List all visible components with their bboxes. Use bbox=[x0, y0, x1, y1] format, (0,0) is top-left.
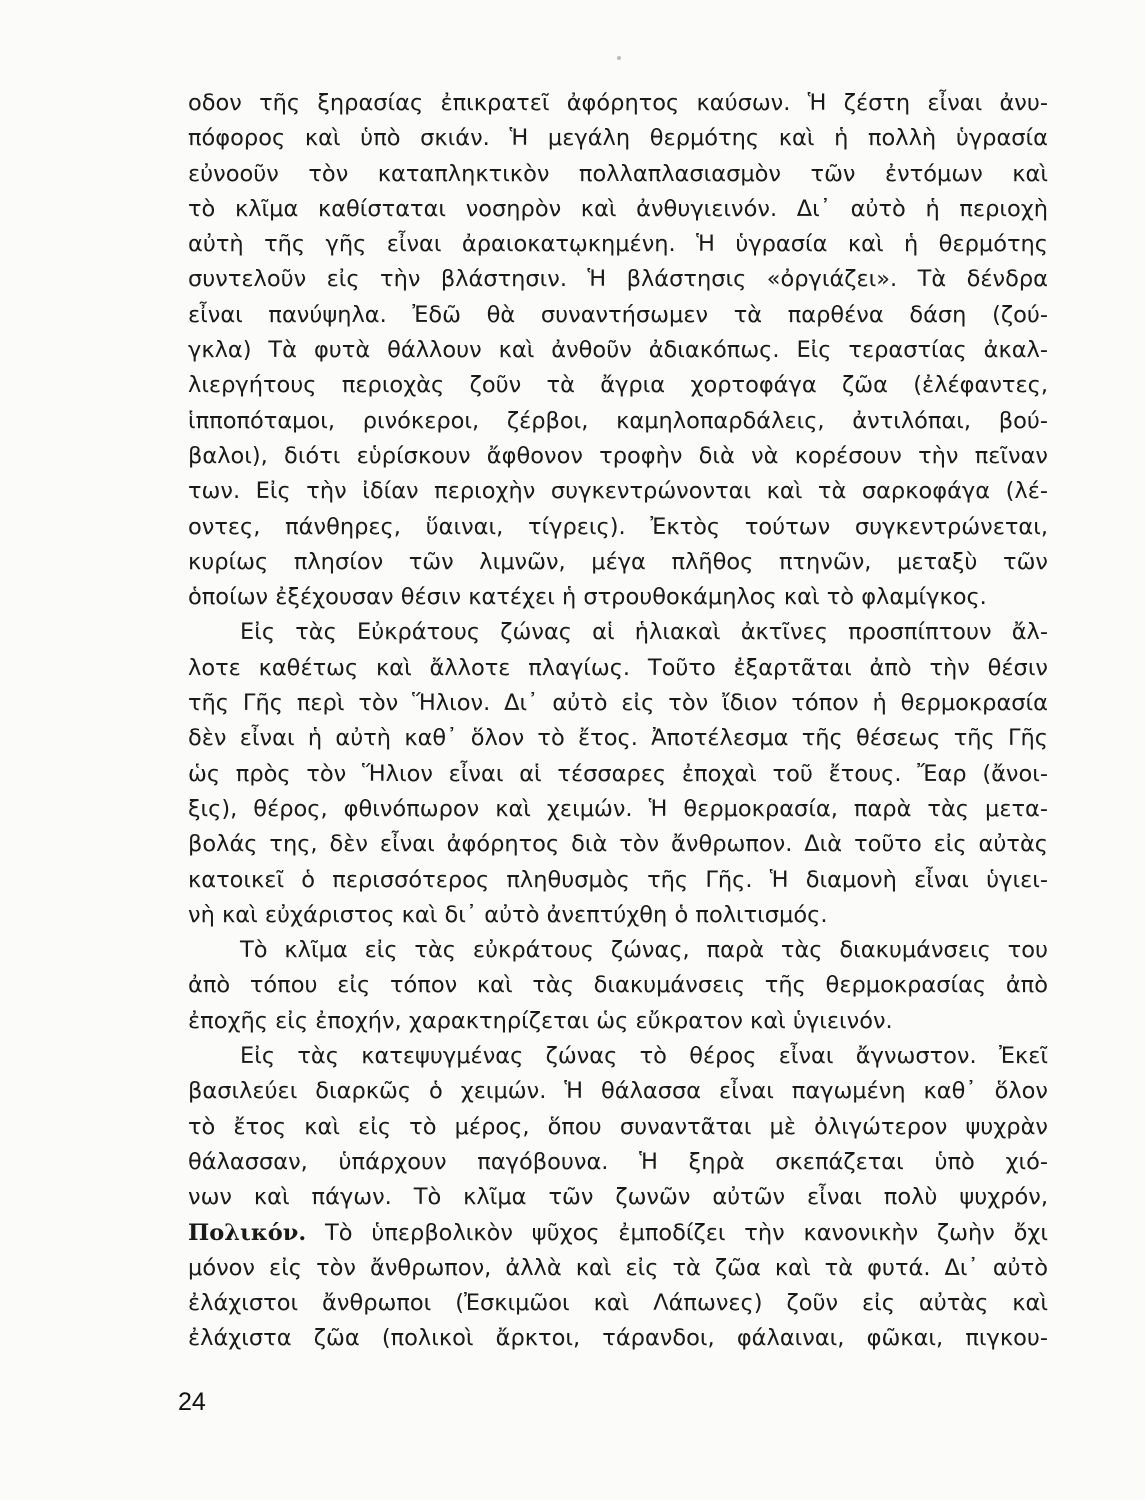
text-line: νων καὶ πάγων. Τὸ κλῖμα τῶν ζωνῶν αὐτῶν εἶναι πολὺ ψυχρόν, bbox=[188, 1184, 1048, 1211]
text-line: ξις), θέρος, φθινόπωρον καὶ χειμών. Ἡ θερμοκρασία, παρὰ τὰς μετα- bbox=[188, 795, 1048, 822]
text-line: οντες, πάνθηρες, ὕαιναι, τίγρεις). Ἐκτὸς τούτων συγκεντρώνεται, bbox=[188, 513, 1048, 540]
bold-term: Πολικόν. bbox=[188, 1219, 307, 1246]
text-line: τὸ κλῖμα καθίσταται νοσηρὸν καὶ ἀνθυγιεινόν. Δι᾽ αὐτὸ ἡ περιοχὴ bbox=[188, 195, 1048, 222]
text-line: ὡς πρὸς τὸν Ἥλιον εἶναι αἱ τέσσαρες ἐποχαὶ τοῦ ἔτους. Ἔαρ (ἄνοι- bbox=[188, 760, 1048, 787]
text-line-rest: Τὸ ὑπερβολικὸν ψῦχος ἐμποδίζει τὴν κανονικὴν ζωὴν ὄχι bbox=[325, 1219, 1048, 1246]
body-text bbox=[188, 86, 1048, 1357]
text-line: ὁποίων ἐξέχουσαν θέσιν κατέχει ἡ στρουθοκάμηλος καὶ τὸ φλαμίγκος. bbox=[188, 584, 987, 611]
text-line: νὴ καὶ εὐχάριστος καὶ δι᾽ αὐτὸ ἀνεπτύχθη ὁ πολιτισμός. bbox=[188, 901, 828, 928]
text-line: αὐτὴ τῆς γῆς εἶναι ἀραιοκατῳκημένη. Ἡ ὑγρασία καὶ ἡ θερμότης bbox=[188, 231, 1048, 258]
text-line: τῆς Γῆς περὶ τὸν Ἥλιον. Δι᾽ αὐτὸ εἰς τὸν ἴδιον τόπον ἡ θερμοκρασία bbox=[188, 690, 1048, 717]
text-line: ἱπποπόταμοι, ρινόκεροι, ζέρβοι, καμηλοπαρδάλεις, ἀντιλόπαι, βού- bbox=[188, 407, 1048, 434]
text-line: ἐλάχιστα ζῶα (πολικοὶ ἄρκτοι, τάρανδοι, φάλαιναι, φῶκαι, πιγκου- bbox=[188, 1325, 1048, 1352]
text-line: βασιλεύει διαρκῶς ὁ χειμών. Ἡ θάλασσα εἶναι παγωμένη καθ᾽ ὅλον bbox=[188, 1078, 1048, 1105]
text-line: θάλασσαν, ὑπάρχουν παγόβουνα. Ἡ ξηρὰ σκεπάζεται ὑπὸ χιό- bbox=[188, 1148, 1048, 1175]
paragraph-start-line: Τὸ κλῖμα εἰς τὰς εὐκράτους ζώνας, παρὰ τὰς διακυμάνσεις του bbox=[240, 937, 1048, 964]
page-number: 24 bbox=[178, 1388, 206, 1416]
text-line: συντελοῦν εἰς τὴν βλάστησιν. Ἡ βλάστησις «ὀργιάζει». Τὰ δένδρα bbox=[188, 266, 1048, 293]
text-line: βαλοι), διότι εὑρίσκουν ἄφθονον τροφὴν διὰ νὰ κορέσουν τὴν πεῖναν bbox=[188, 442, 1048, 469]
text-line: δὲν εἶναι ἡ αὐτὴ καθ᾽ ὅλον τὸ ἔτος. Ἀποτέλεσμα τῆς θέσεως τῆς Γῆς bbox=[188, 725, 1048, 752]
text-line: κυρίως πλησίον τῶν λιμνῶν, μέγα πλῆθος πτηνῶν, μεταξὺ τῶν bbox=[188, 548, 1048, 575]
text-line-with-bold bbox=[188, 1216, 1048, 1251]
text-line: των. Εἰς τὴν ἰδίαν περιοχὴν συγκεντρώνονται καὶ τὰ σαρκοφάγα (λέ- bbox=[188, 478, 1048, 505]
page-speck bbox=[617, 56, 621, 60]
text-line: μόνον εἰς τὸν ἄνθρωπον, ἀλλὰ καὶ εἰς τὰ ζῶα καὶ τὰ φυτά. Δι᾽ αὐτὸ bbox=[188, 1254, 1048, 1281]
text-line: ἀπὸ τόπου εἰς τόπον καὶ τὰς διακυμάνσεις τῆς θερμοκρασίας ἀπὸ bbox=[188, 972, 1048, 999]
text-line: ἐλάχιστοι ἄνθρωποι (Ἐσκιμῶοι καὶ Λάπωνες) ζοῦν εἰς αὐτὰς καὶ bbox=[188, 1290, 1048, 1317]
text-line: κατοικεῖ ὁ περισσότερος πληθυσμὸς τῆς Γῆς. Ἡ διαμονὴ εἶναι ὑγιει- bbox=[188, 866, 1048, 893]
text-line: γκλα) Τὰ φυτὰ θάλλουν καὶ ἀνθοῦν ἀδιακόπως. Εἰς τεραστίας ἀκαλ- bbox=[188, 337, 1048, 364]
text-line: λοτε καθέτως καὶ ἄλλοτε πλαγίως. Τοῦτο ἐξαρτᾶται ἀπὸ τὴν θέσιν bbox=[188, 654, 1048, 681]
text-line: οδον τῆς ξηρασίας ἐπικρατεῖ ἀφόρητος καύσων. Ἡ ζέστη εἶναι ἀνυ- bbox=[188, 90, 1048, 116]
text-line: εὐνοοῦν τὸν καταπληκτικὸν πολλαπλασιασμὸν τῶν ἐντόμων καὶ bbox=[188, 160, 1048, 187]
text-line: λιεργήτους περιοχὰς ζοῦν τὰ ἄγρια χορτοφάγα ζῶα (ἐλέφαντες, bbox=[188, 372, 1048, 399]
text-line: πόφορος καὶ ὑπὸ σκιάν. Ἡ μεγάλη θερμότης καὶ ἡ πολλὴ ὑγρασία bbox=[188, 125, 1048, 152]
text-line: βολάς της, δὲν εἶναι ἀφόρητος διὰ τὸν ἄνθρωπον. Διὰ τοῦτο εἰς αὐτὰς bbox=[188, 831, 1048, 858]
paragraph-start-line: Εἰς τὰς Εὐκράτους ζώνας αἱ ἡλιακαὶ ἀκτῖνες προσπίπτουν ἄλ- bbox=[240, 619, 1048, 646]
paragraph-start-line: Εἰς τὰς κατεψυγμένας ζώνας τὸ θέρος εἶναι ἄγνωστον. Ἐκεῖ bbox=[240, 1043, 1048, 1070]
text-line: εἶναι πανύψηλα. Ἐδῶ θὰ συναντήσωμεν τὰ παρθένα δάση (ζού- bbox=[188, 301, 1048, 328]
text-line: τὸ ἔτος καὶ εἰς τὸ μέρος, ὅπου συναντᾶται μὲ ὀλιγώτερον ψυχρὰν bbox=[188, 1113, 1048, 1140]
text-line: ἐποχῆς εἰς ἐποχήν, χαρακτηρίζεται ὡς εὔκρατον καὶ ὑγιεινόν. bbox=[188, 1007, 893, 1034]
